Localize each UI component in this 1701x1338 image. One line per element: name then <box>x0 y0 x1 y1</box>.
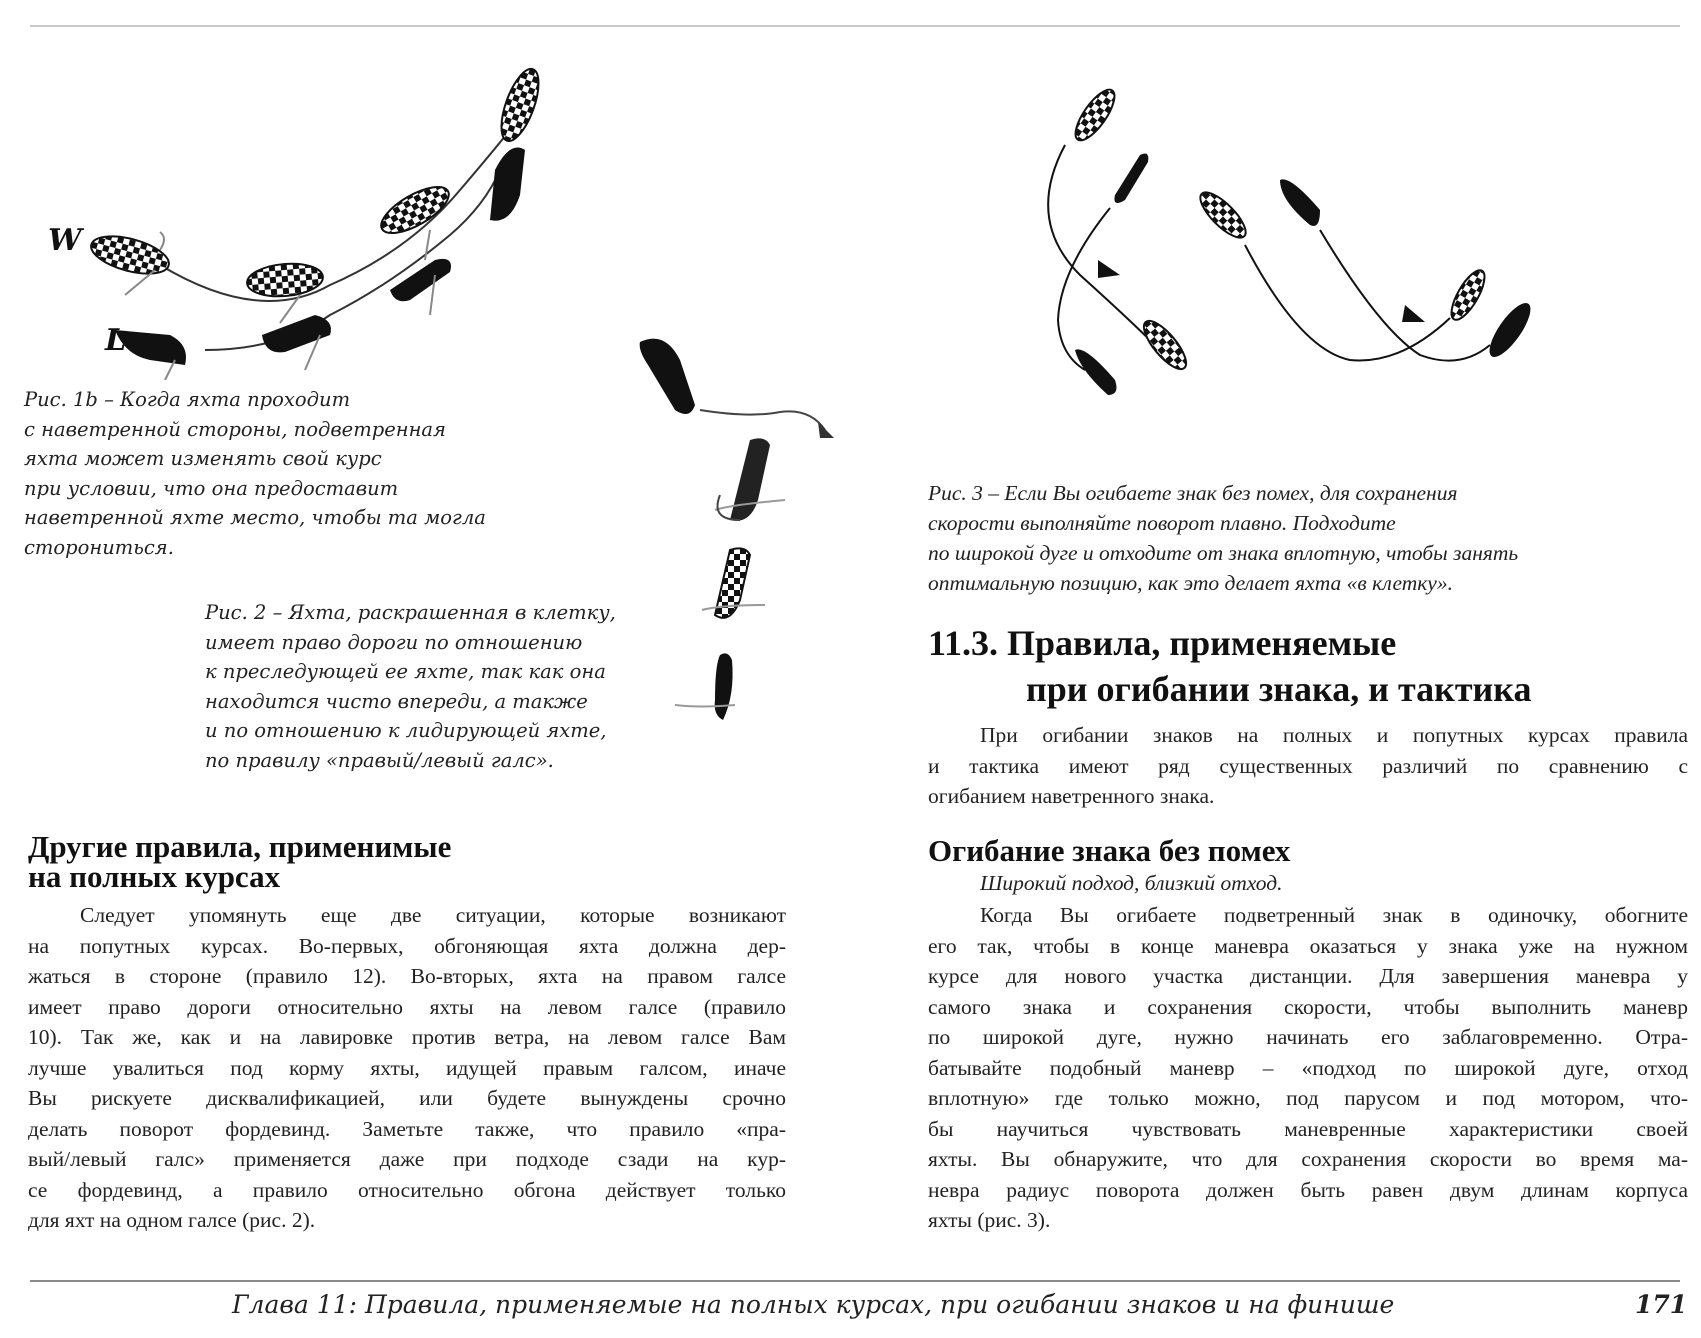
label-windward: W <box>48 223 82 258</box>
windward-yacht-3 <box>375 178 456 260</box>
top-rule <box>30 25 1680 27</box>
leeward-yacht-3 <box>390 259 451 315</box>
footer-rule <box>30 1280 1680 1282</box>
chapter-section-heading: 11.3. Правила, применяемые при огибании знака, и тактика <box>928 623 1532 709</box>
subsection-tagline: Широкий подход, близкий отход. <box>980 871 1283 895</box>
running-footer: Глава 11: Правила, применяемые на полных курсах, при огибании знаков и на финише <box>232 1290 1395 1319</box>
figure-2-caption: Рис. 2 – Яхта, раскрашенная в клетку, имеет право дороги по отношению к преследующей ее яхте, так как она находится чисто впереди, а также и по отношению к лидирующей яхте, по правилу «правый/левый галс». <box>205 601 616 772</box>
left-body-paragraph: Следует упомянуть еще две ситуации, которые возникают на попутных курсах. Во-первых, обгоняющая яхта должна дер- жаться в стороне (правило 12). Во-вторых, яхта на правом галсе имеет право дороги относительно яхты на левом галсе (правило 10). Так же, как и на лавировке против ветра, на левом галсе Вам лучше увалиться под корму яхты, идущей правым галсом, иначе Вы рискуете дисквалификацией, или будете вынуждены срочно делать поворот фордевинд. Заметьте также, что правило «пра- вый/левый галс» применяется даже при подходе сзади на кур- се фордевинд, а правило относительно обгона действует только для яхт на одном галсе (рис. 2). <box>28 903 786 1232</box>
leeward-yacht-4 <box>490 148 525 221</box>
label-leeward: L <box>105 323 127 358</box>
mark-icon <box>1098 260 1120 278</box>
figure-3-caption: Рис. 3 – Если Вы огибаете знак без помех, для сохранения скорости выполняйте поворот плавно. Подходите по широкой дуге и отходите от знака вплотную, чтобы занять оптимальную позицию, как это делает яхта «в клетку». <box>928 481 1519 595</box>
windward-yacht-2 <box>246 261 324 323</box>
figure-3-diagram <box>1020 60 1700 420</box>
intro-paragraph: При огибании знаков на полных и попутных курсах правила и тактика имеют ряд существенных различий по сравнению с огибанием наветренного знака. <box>928 723 1688 808</box>
leeward-yacht-2 <box>262 315 331 370</box>
windward-yacht-1 <box>87 229 173 295</box>
right-body-paragraph: Когда Вы огибаете подветренный знак в одиночку, обогните его так, чтобы в конце маневра оказаться у знака уже на нужном курсе для нового участка дистанции. Для завершения маневра у самого знака и сохранения скорости, чтобы выполнить маневр по широкой дуге, нужно начинать его заблаговременно. Отра- батывайте подобный маневр – «подход по широкой дуге, отход вплотную» где только можно, под парусом и под мотором, что- бы научиться чувствовать маневренные характеристики своей яхты. Вы обнаружите, что для сохранения скорости во время ма- невра радиус поворота должен быть равен двум длинам корпуса яхты (рис. 3). <box>928 903 1688 1232</box>
page-number: 171 <box>1635 1290 1688 1319</box>
section-heading: Другие правила, применимые на полных курсах <box>28 829 452 894</box>
figure-1b-diagram <box>30 60 590 380</box>
windward-yacht-4 <box>494 65 546 146</box>
figure-2-diagram <box>620 320 860 770</box>
subsection-heading: Огибание знака без помех <box>928 833 1291 868</box>
figure-1b-caption: Рис. 1b – Когда яхта проходит с наветренной стороны, подветренная яхта может изменять свой курс при условии, что она предоставит наветренной яхте место, чтобы та могла сторониться. <box>24 388 486 559</box>
mark-icon <box>1402 305 1425 322</box>
